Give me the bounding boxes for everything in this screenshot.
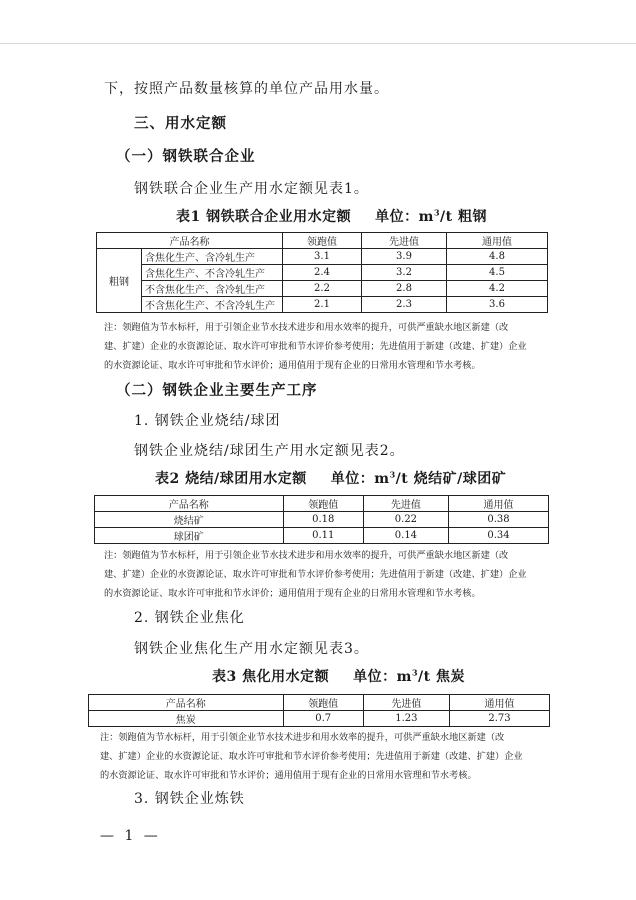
header-cell: 领跑值 xyxy=(283,233,362,249)
header-cell: 先进值 xyxy=(363,695,449,711)
header-cell: 通用值 xyxy=(447,233,548,249)
header-cell: 通用值 xyxy=(449,496,549,512)
cell: 2.1 xyxy=(283,297,362,313)
header-cell: 领跑值 xyxy=(283,496,363,512)
cell: 3.1 xyxy=(283,249,362,265)
paragraph-table3-ref: 钢铁企业焦化生产用水定额见表3。 xyxy=(134,641,369,657)
table3-note xyxy=(100,728,620,785)
cell: 1.23 xyxy=(363,711,449,727)
cell: 2.4 xyxy=(283,265,362,281)
table2-title: 表2 烧结/球团用水定额 xyxy=(155,471,307,487)
cell: 4.2 xyxy=(447,281,548,297)
subsection-1-heading: （一）钢铁联合企业 xyxy=(116,148,256,165)
table-header-row xyxy=(89,695,550,711)
header-cell: 领跑值 xyxy=(283,695,363,711)
table2-note xyxy=(104,546,624,603)
paragraph-table1-ref: 钢铁联合企业生产用水定额见表1。 xyxy=(134,181,369,197)
header-cell: 产品名称 xyxy=(95,496,284,512)
item-3-heading: 3. 钢铁企业炼铁 xyxy=(134,791,245,807)
row-label: 焦炭 xyxy=(89,711,284,727)
table3-caption xyxy=(212,666,465,686)
cell: 3.2 xyxy=(362,265,447,281)
table2-caption xyxy=(155,468,506,488)
cell: 2.3 xyxy=(362,297,447,313)
cell: 4.5 xyxy=(447,265,548,281)
header-cell: 产品名称 xyxy=(97,233,283,249)
cell: 0.38 xyxy=(449,512,549,528)
cell: 0.18 xyxy=(283,512,363,528)
note-line: 注：领跑值为节水标杆，用于引领企业节水技术进步和用水效率的提升，可供严重缺水地区新建（改 xyxy=(104,322,509,333)
table3-unit: 单位：$m^3/t$ 焦炭 xyxy=(353,667,465,685)
header-cell: 产品名称 xyxy=(89,695,284,711)
table1-unit: 单位：$m^3/t$ 粗钢 xyxy=(375,207,487,225)
row-label: 烧结矿 xyxy=(95,512,284,528)
row-label: 不含焦化生产、不含冷轧生产 xyxy=(142,297,283,313)
table1-title: 表1 钢铁联合企业用水定额 xyxy=(176,209,352,225)
cell: 0.22 xyxy=(363,512,448,528)
table3 xyxy=(88,694,550,727)
cell: 0.14 xyxy=(363,528,448,544)
cell: 0.34 xyxy=(449,528,549,544)
table-row xyxy=(97,281,548,297)
note-line: 建、扩建）企业的水资源论证、取水许可审批和节水评价参考使用；先进值用于新建（改建、扩建）企业 xyxy=(104,569,527,580)
table2-unit: 单位：$m^3/t$ 烧结矿/球团矿 xyxy=(330,469,507,487)
cell: 2.73 xyxy=(449,711,549,727)
section-3-heading: 三、用水定额 xyxy=(134,115,227,132)
table-row xyxy=(95,528,549,544)
page-number: — 1 — xyxy=(100,828,161,844)
header-cell: 先进值 xyxy=(363,496,448,512)
cell: 0.11 xyxy=(283,528,363,544)
product-group-cell: 粗钢 xyxy=(97,249,142,313)
table-row xyxy=(95,512,549,528)
table-header-row xyxy=(95,496,549,512)
row-label: 球团矿 xyxy=(95,528,284,544)
table-row xyxy=(97,249,548,265)
table1 xyxy=(96,232,548,313)
note-line: 建、扩建）企业的水资源论证、取水许可审批和节水评价参考使用；先进值用于新建（改建、扩建）企业 xyxy=(100,751,523,762)
intro-line: 下，按照产品数量核算的单位产品用水量。 xyxy=(104,81,389,97)
note-line: 建、扩建）企业的水资源论证、取水许可审批和节水评价参考使用；先进值用于新建（改建、扩建）企业 xyxy=(104,341,527,352)
note-line: 注：领跑值为节水标杆，用于引领企业节水技术进步和用水效率的提升，可供严重缺水地区新建（改 xyxy=(100,732,505,743)
table1-note xyxy=(104,318,624,375)
cell: 3.9 xyxy=(362,249,447,265)
table1-caption xyxy=(176,206,487,226)
note-line: 的水资源论证、取水许可审批和节水评价；通用值用于现有企业的日常用水管理和节水考核。 xyxy=(104,588,481,599)
header-cell: 通用值 xyxy=(449,695,549,711)
note-line: 的水资源论证、取水许可审批和节水评价；通用值用于现有企业的日常用水管理和节水考核。 xyxy=(104,360,481,371)
item-1-heading: 1. 钢铁企业烧结/球团 xyxy=(134,413,281,429)
cell: 2.2 xyxy=(283,281,362,297)
cell: 4.8 xyxy=(447,249,548,265)
table2 xyxy=(94,495,549,544)
note-line: 注：领跑值为节水标杆，用于引领企业节水技术进步和用水效率的提升，可供严重缺水地区新建（改 xyxy=(104,550,509,561)
item-2-heading: 2. 钢铁企业焦化 xyxy=(134,610,245,626)
table-header-row xyxy=(97,233,548,249)
row-label: 不含焦化生产、含冷轧生产 xyxy=(142,281,283,297)
subsection-2-heading: （二）钢铁企业主要生产工序 xyxy=(116,382,318,399)
cell: 3.6 xyxy=(447,297,548,313)
table-row xyxy=(89,711,550,727)
scan-edge-line xyxy=(0,43,636,44)
note-line: 的水资源论证、取水许可审批和节水评价；通用值用于现有企业的日常用水管理和节水考核。 xyxy=(100,770,477,781)
table3-title: 表3 焦化用水定额 xyxy=(212,669,330,685)
table-row xyxy=(97,297,548,313)
cell: 0.7 xyxy=(283,711,363,727)
header-cell: 先进值 xyxy=(362,233,447,249)
row-label: 含焦化生产、含冷轧生产 xyxy=(142,249,283,265)
cell: 2.8 xyxy=(362,281,447,297)
paragraph-table2-ref: 钢铁企业烧结/球团生产用水定额见表2。 xyxy=(134,443,405,459)
row-label: 含焦化生产、不含冷轧生产 xyxy=(142,265,283,281)
table-row xyxy=(97,265,548,281)
